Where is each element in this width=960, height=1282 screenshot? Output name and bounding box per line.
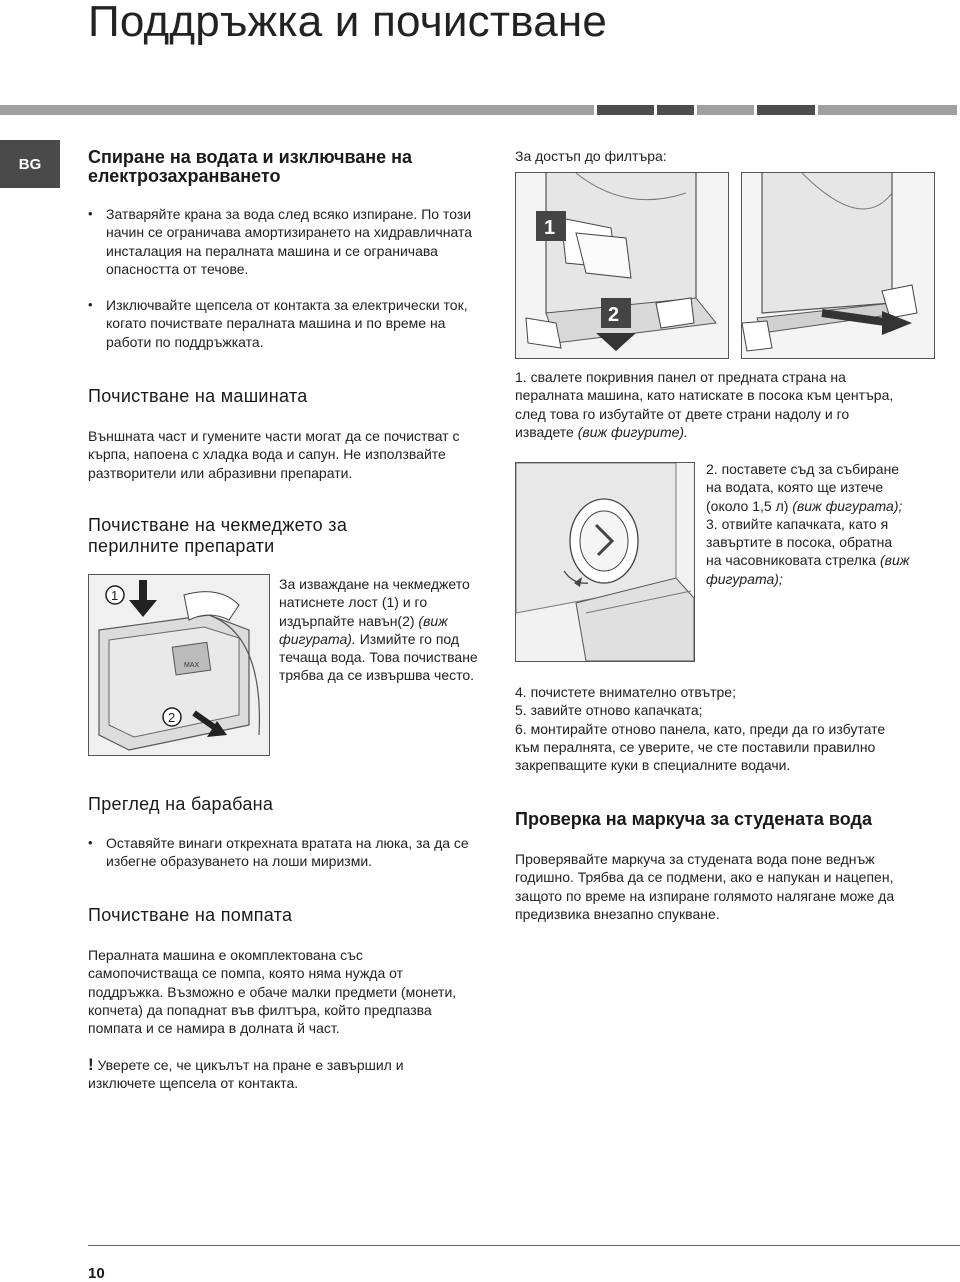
panel-illustration-2: [742, 173, 934, 358]
step-2-badge: 2: [608, 304, 620, 326]
heading-line: Почистване на чекмеджето за: [88, 515, 348, 535]
step-text: 1. свалете покривния панел от предната страна на пералната машина, като натискате в посока към центъра, след това го избутайте от двете страни надолу и го извадете: [515, 369, 894, 440]
header-color-bar: [0, 105, 960, 115]
bar-segment: [597, 105, 655, 115]
list-item: • Изключвайте щепсела от контакта за електрически ток, когато почиствате пералната машина и по време на работи по поддръжката.: [88, 296, 480, 351]
step-text: 3. отвийте капачката, като я завъртите в посока, обратна на часовниковата стрелка: [706, 515, 893, 569]
step-text-italic: (виж фигурата);: [792, 497, 903, 514]
bar-segment: [757, 105, 815, 115]
drawer-text: [279, 575, 479, 685]
hose-text: Проверявайте маркуча за студената вода поне веднъж годишно. Трябва да се подмени, ако е напукан и нацепен, защото по време на изпиране голямото налягане може да предизвика внезапно спукване.: [515, 851, 895, 922]
drum-heading: Преглед на барабана: [88, 794, 274, 814]
panel-illustration-1: [516, 173, 728, 358]
step-1-text: [515, 368, 910, 441]
bar-segment: [657, 105, 694, 115]
page-number: 10: [88, 1265, 105, 1282]
drawer-text-after: Измийте го под течаща вода. Това почистване трябва да се извършва често.: [279, 630, 478, 684]
language-tab: BG: [0, 140, 60, 188]
step-4-text: 4. почистете внимателно отвътре;: [515, 684, 736, 700]
drum-bullets: [88, 834, 480, 871]
filter-access-label: За достъп до филтъра:: [515, 148, 667, 164]
step-1-badge: 1: [544, 217, 556, 239]
bar-segment: [0, 105, 594, 115]
water-bullets: [88, 205, 480, 351]
bar-segment: [818, 105, 957, 115]
list-item: • Затваряйте крана за вода след всяко изпиране. По този начин се ограничава амортизирането на хидравличната инсталация на пералната машина и се ограничава опасността от течове.: [88, 205, 480, 278]
drawer-text-italic: (виж фигурата).: [279, 612, 448, 647]
step-6-text: 6. монтирайте отново панела, като, преди да го избутате към пералнята, се уверите, че сте поставили правилно закрепващите куки в специалните водачи.: [515, 720, 886, 774]
fig-label-2: 2: [168, 710, 176, 725]
step-text: 2. поставете съд за събиране на водата, която ще изтече (около 1,5 л): [706, 461, 900, 514]
footer-rule: [88, 1245, 960, 1246]
pump-text: Пералната машина е окомплектована със самопочистваща се помпа, която няма нужда от поддръжка. Възможно е обаче малки предмети (монети, копчета) да попаднат във филтъра, който предпазва помпата и се намира в долната й част.: [88, 947, 457, 1037]
bar-segment: [697, 105, 755, 115]
machine-heading: Почистване на машината: [88, 386, 308, 406]
step-3-text: [706, 515, 911, 588]
pump-warning: [88, 1056, 468, 1093]
fig-label-1: 1: [111, 588, 119, 603]
warning-text: Уверете се, че цикълът на пране е завършил и изключете щепсела от контакта.: [88, 1057, 404, 1092]
heading-line: перилните препарати: [88, 536, 275, 556]
drawer-text-main: За изваждане на чекмеджето натиснете лост (1) и го издърпайте навън(2): [279, 576, 470, 629]
pump-heading: Почистване на помпата: [88, 905, 293, 925]
step-text-italic: (виж фигурите).: [577, 423, 688, 440]
max-label: MAX: [184, 662, 200, 669]
step-5-text: 5. завийте отново капачката;: [515, 702, 703, 719]
machine-text: Външната част и гумените части могат да се почистват с кърпа, напоена с хладка вода и сапун. Не използвайте разтворители или абразивни препарати.: [88, 428, 460, 481]
drawer-illustration: [89, 575, 269, 755]
panel-removal-figure-1: [515, 172, 729, 359]
water-heading: [88, 148, 488, 186]
filter-cap-illustration: [516, 463, 694, 661]
heading-line: електрозахранването: [88, 166, 281, 186]
filter-cap-figure: [515, 462, 695, 662]
drawer-heading: [88, 515, 488, 557]
drawer-figure: [88, 574, 270, 756]
steps-4-6-text: [515, 683, 910, 774]
list-item: • Оставяйте винаги открехната вратата на люка, за да се избегне образуването на лоши миризми.: [88, 834, 480, 871]
steps-2-3-text: [706, 460, 911, 588]
hose-heading: Проверка на маркуча за студената вода: [515, 809, 872, 829]
step-text-italic: (виж фигурата);: [706, 552, 910, 587]
heading-line: Спиране на водата и изключване на: [88, 147, 413, 167]
warning-icon: !: [88, 1055, 94, 1074]
step-2-text: [706, 460, 911, 515]
page-title: Поддръжка и почистване: [88, 0, 608, 46]
panel-removal-figure-2: [741, 172, 935, 359]
